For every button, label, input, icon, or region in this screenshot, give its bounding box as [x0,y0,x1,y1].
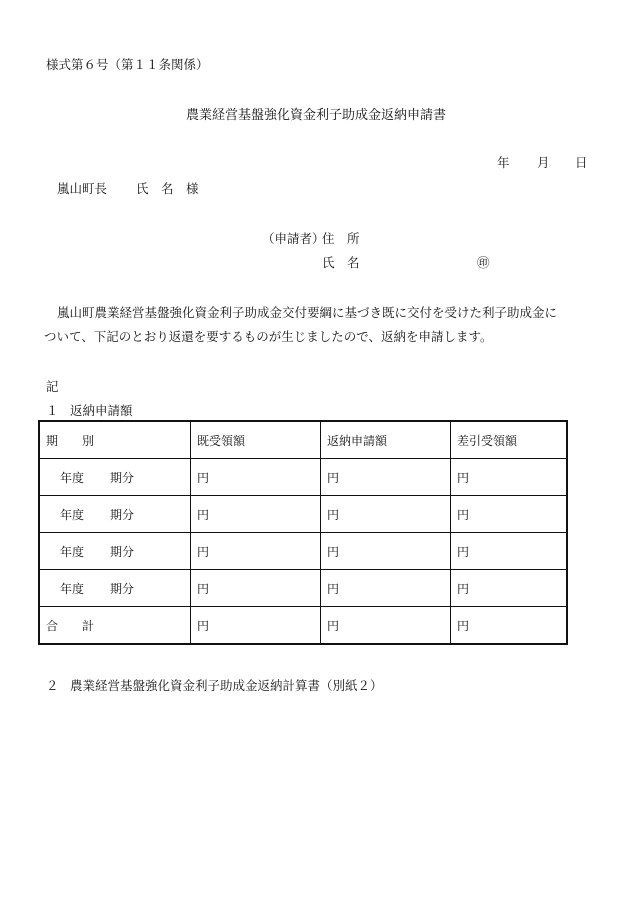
body-text-line-2: ついて、下記のとおり返還を要するものが生じましたので、返納を申請します。 [44,329,493,344]
table-total-row [39,607,567,645]
received-cell: 円 [191,459,321,496]
year-label: 年度 [60,507,85,522]
table-row [39,570,567,607]
applicant-role: （申請者） [262,231,325,246]
date-year: 年 [497,155,510,170]
form-number: 様式第６号（第１１条関係） [46,57,209,72]
received-cell: 円 [191,496,321,533]
period-cell [39,459,191,496]
net-cell: 円 [451,496,568,533]
net-cell: 円 [451,570,568,607]
received-cell: 円 [191,533,321,570]
seal-mark: ㊞ [477,255,490,270]
section2-number: ２ [46,678,59,693]
addressee-name-label: 氏 名 様 [136,181,199,196]
date-month: 月 [537,155,550,170]
section2-label: 農業経営基盤強化資金利子助成金返納計算書（別紙２） [70,678,383,693]
table-row [39,496,567,533]
header-period: 期 別 [39,421,191,459]
section1-label: 返納申請額 [70,403,133,418]
applicant-name-label: 氏 名 [322,255,360,270]
table-row [39,533,567,570]
refund-cell: 円 [321,570,451,607]
table-header-row [39,421,567,459]
total-label: 合 計 [39,607,191,645]
refund-cell: 円 [321,459,451,496]
term-label: 期分 [110,544,135,559]
term-label: 期分 [110,581,135,596]
term-label: 期分 [110,507,135,522]
total-received-cell: 円 [191,607,321,645]
year-label: 年度 [60,544,85,559]
refund-amount-table [38,420,568,645]
net-cell: 円 [451,459,568,496]
header-refund: 返納申請額 [321,421,451,459]
net-cell: 円 [451,533,568,570]
term-label: 期分 [110,470,135,485]
header-received: 既受領額 [191,421,321,459]
period-cell [39,496,191,533]
applicant-address-label: 住 所 [322,231,360,246]
period-cell [39,570,191,607]
total-refund-cell: 円 [321,607,451,645]
period-cell [39,533,191,570]
received-cell: 円 [191,570,321,607]
section1-number: １ [46,403,59,418]
total-net-cell: 円 [451,607,568,645]
header-net: 差引受領額 [451,421,568,459]
year-label: 年度 [60,581,85,596]
body-text-line-1: 嵐山町農業経営基盤強化資金利子助成金交付要綱に基づき既に交付を受けた利子助成金に [57,305,558,320]
date-day: 日 [575,155,588,170]
document-title: 農業経営基盤強化資金利子助成金返納申請書 [186,108,447,123]
year-label: 年度 [60,470,85,485]
table-row [39,459,567,496]
ki-heading: 記 [46,379,59,394]
refund-cell: 円 [321,496,451,533]
addressee-office: 嵐山町長 [57,181,108,196]
refund-cell: 円 [321,533,451,570]
